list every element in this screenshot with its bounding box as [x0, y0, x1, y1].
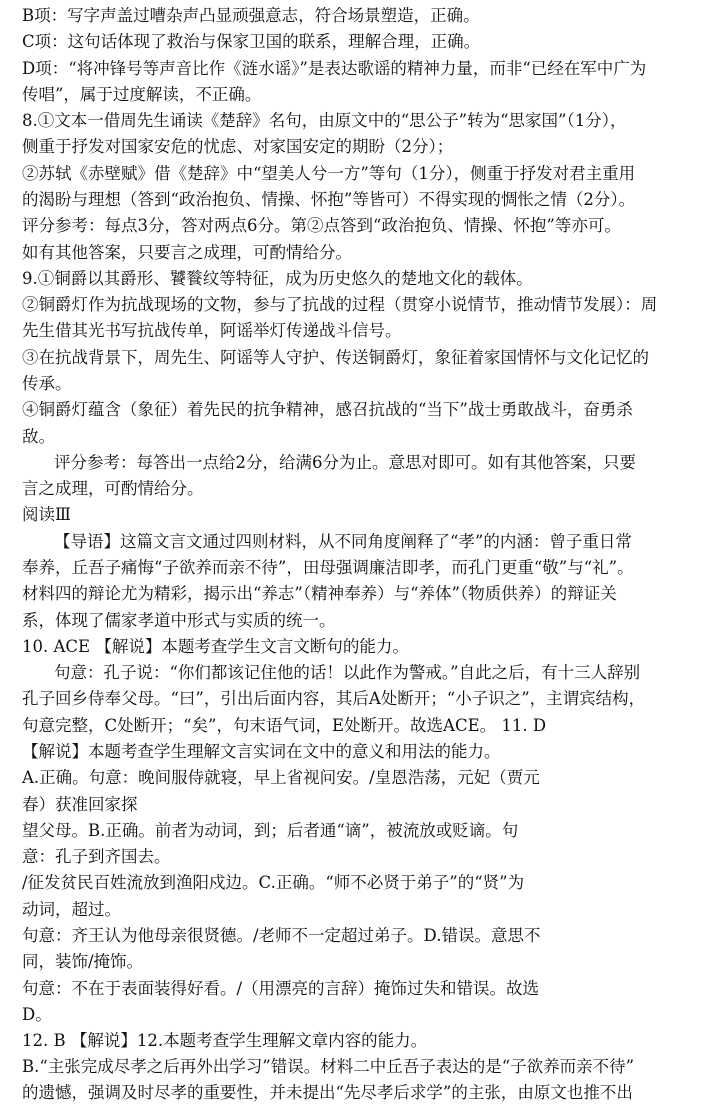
text-line: B.“主张完成尽孝之后再外出学习”错误。材料二中丘吾子表达的是“子欲养而亲不待”: [22, 1057, 635, 1076]
text-line-q10: 10. ACE 【解说】本题考查学生文言文断句的能力。: [22, 637, 409, 656]
text-line-intro: 【导语】这篇文言文通过四则材料，从不同角度阐释了“孝”的内涵：曾子重日常: [54, 532, 632, 551]
text-line: ③在抗战背景下，周先生、阿谣等人守护、传送铜爵灯，象征着家国情怀与文化记忆的: [22, 348, 649, 367]
text-line: 侧重于抒发对国家安危的忧虑、对家国安定的期盼（2分）；: [22, 137, 454, 156]
text-line: ④铜爵灯蕴含（象征）着先民的抗争精神，感召抗战的“当下”战士勇敢战斗，奋勇杀: [22, 400, 633, 419]
text-line-d-option: D项：“将冲锋号等声音比作《涟水谣》”是表达歌谣的精神力量，而非“已经在军中广为: [22, 59, 647, 78]
text-line: A.正确。句意：晚间服侍就寝，早上省视问安。/皇恩浩荡，元妃（贾元: [22, 768, 540, 787]
text-line: 同，装饰/掩饰。: [22, 952, 144, 971]
text-line: 句意完整，C处断开；“矣”，句末语气词，E处断开。故选ACE。 11. D: [22, 716, 547, 735]
text-line-b-option: B项：写字声盖过嘈杂声凸显顽强意志，符合场景塑造，正确。: [22, 6, 480, 25]
text-line: 敌。: [22, 427, 55, 446]
text-line: 望父母。B.正确。前者为动词，到；后者通“谪”，被流放或贬谪。句: [22, 821, 519, 840]
text-line: 春）获准回家探: [22, 795, 138, 814]
text-line: 句意：齐王认为他母亲很贤德。/老师不一定超过弟子。D.错误。意思不: [22, 926, 541, 945]
text-line-scoring: 评分参考：每答出一点给2分，给满6分为止。意思对即可。如有其他答案，只要: [54, 453, 636, 472]
text-line-q9: 9.①铜爵以其爵形、饕餮纹等特征，成为历史悠久的楚地文化的载体。: [22, 269, 533, 288]
text-line-scoring: 评分参考：每点3分，答对两点6分。第②点答到“政治抱负、情操、怀抱”等亦可。: [22, 216, 621, 235]
text-line-c-option: C项：这句话体现了救治与保家卫国的联系，理解合理，正确。: [22, 32, 481, 51]
text-line: 意：孔子到齐国去。: [22, 847, 171, 866]
text-line: 传唱”，属于过度解读，不正确。: [22, 85, 262, 104]
text-line: 句意：孔子说：“你们都该记住他的话！以此作为警戒。”自此之后，有十三人辞别: [54, 663, 641, 682]
text-line: 先生借其光书写抗战传单，阿谣举灯传递战斗信号。: [22, 321, 402, 340]
text-line: ②苏轼《赤壁赋》借《楚辞》中“望美人兮一方”等句（1分），侧重于抒发对君主重用: [22, 164, 636, 183]
text-line: D。: [22, 1005, 52, 1024]
text-line-q8: 8.①文本一借周先生诵读《楚辞》名句，由原文中的“思公子”转为“思家国”（1分），: [22, 111, 627, 130]
section-heading-reading-3: 阅读Ⅲ: [22, 505, 71, 524]
text-line: 材料四的辩论尤为精彩，揭示出“养志”（精神奉养）与“养体”（物质供养）的辩证关: [22, 584, 617, 603]
text-line: 句意：不在于表面装得好看。/（用漂亮的言辞）掩饰过失和错误。故选: [22, 979, 540, 998]
text-line: 的渴盼与理想（答到“政治抱负、情操、怀抱”等皆可）不得实现的惆怅之情（2分）。: [22, 190, 636, 209]
text-line: 系，体现了儒家孝道中形式与实质的统一。: [22, 611, 336, 630]
text-line: 的遗憾，强调及时尽孝的重要性，并未提出“先尽孝后求学”的主张，由原文也推不出: [22, 1083, 633, 1102]
text-line: /征发贫民百姓流放到渔阳戍边。C.正确。“师不必贤于弟子”的“贤”为: [22, 873, 525, 892]
text-line: 奉养，丘吾子痛悔“子欲养而亲不待”，田母强调廉洁即孝，而孔门更重“敬”与“礼”。: [22, 558, 634, 577]
text-line-q11-explanation: 【解说】本题考查学生理解文言实词在文中的意义和用法的能力。: [22, 742, 501, 761]
text-line: 动词，超过。: [22, 900, 121, 919]
text-line: 如有其他答案，只要言之成理，可酌情给分。: [22, 243, 352, 262]
text-line: 孔子回乡侍奉父母。“曰”，引出后面内容，其后A处断开；“小子识之”，主谓宾结构，: [22, 689, 646, 708]
text-line: 言之成理，可酌情给分。: [22, 479, 204, 498]
text-line: ②铜爵灯作为抗战现场的文物，参与了抗战的过程（贯穿小说情节，推动情节发展）：周: [22, 295, 658, 314]
text-line-q12: 12. B 【解说】12.本题考查学生理解文章内容的能力。: [22, 1031, 428, 1050]
text-line: 传承。: [22, 374, 72, 393]
